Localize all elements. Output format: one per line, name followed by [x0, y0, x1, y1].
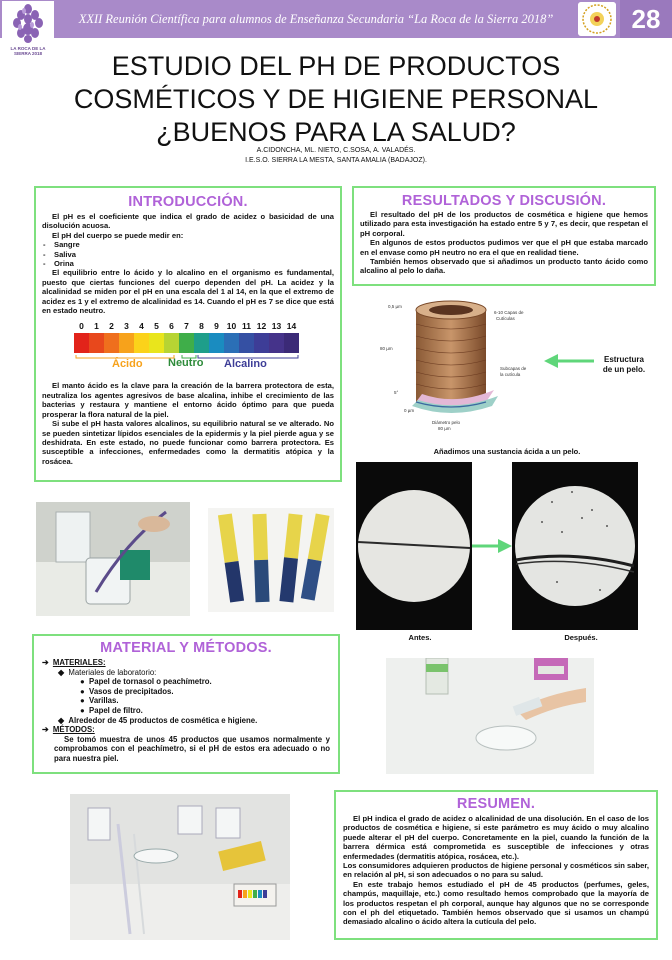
ph-color-cell — [239, 333, 254, 353]
diagram-label-right-2: Cutículas — [496, 316, 515, 321]
lab-photo-beaker — [36, 502, 190, 616]
lab-photo-petri — [386, 658, 594, 774]
summary-box — [334, 790, 658, 940]
summary-heading: RESUMEN. — [456, 796, 536, 812]
materials-content — [42, 658, 330, 764]
title-line-2: COSMÉTICOS Y DE HIGIENE PERSONAL — [73, 84, 599, 114]
diamond-bullet-icon: ◆ — [58, 667, 69, 677]
products-text: Alrededor de 45 productos de cosmética e higiene. — [68, 715, 258, 725]
summary-paragraph-2: Los consumidores adquieren productos de higiene personal y cosméticos sin saber, en relación al pH, si son adecuados o no para su salud. — [343, 861, 649, 880]
methods-text: Se tomó muestra de unos 45 productos que usamos normalmente y comprobamos con el peachímetro, si el pH de estos era adecuado o no para nuestra piel. — [54, 734, 330, 763]
diagram-label-left: 80 µm — [380, 346, 393, 351]
summary-paragraph-1: El pH indica el grado de acidez o alcalinidad de una disolución. En el caso de los productos de cosmética e higiene, si este parámetro es muy ácido o muy alcalino puede alterar el pH del cuerpo. Concretamente en la piel, cuando la función de la barrera dérmica está comprometida es susceptible de infecciones y otras enfermedades (dermatitis atópica, rosácea, etc.). — [343, 814, 649, 861]
intro-paragraph-5: Si sube el pH hasta valores alcalinos, su equilibrio natural se ve alterado. No se pueden sintetizar lípidos esenciales de la epidermis y la piel pierde agua y se deshidrata. En este estado, no puede funcionar como barrera protectora. Es susceptible a infecciones, enfermedades como la dermatitis atópica y la rosácea. — [42, 419, 334, 466]
page-number: 28 — [620, 0, 672, 38]
title-line-1: ESTUDIO DEL PH DE PRODUCTOS — [111, 51, 561, 81]
ph-color-cell — [119, 333, 134, 353]
diagram-label-right-1: 6-10 Capas de — [494, 310, 524, 315]
caption-line-2: de un pelo. — [602, 365, 646, 374]
intro-heading: INTRODUCCIÓN. — [128, 194, 248, 210]
intro-paragraph-1: El pH es el coeficiente que indica el grado de acidez o basicidad de una disolución acuosa. — [42, 212, 334, 231]
logo-caption: LA ROCA DE LA SIERRA 2018 — [10, 46, 46, 56]
ph-number-label: 4 — [139, 321, 144, 332]
ph-number-label: 0 — [79, 321, 84, 332]
diagram-label-bottom-1: Diámetro pelo — [432, 420, 461, 425]
ph-color-cell — [134, 333, 149, 353]
materials-row — [42, 658, 330, 668]
list-item: ● Varillas. — [80, 696, 119, 706]
diagram-label-top: 0,5 µm — [388, 304, 402, 309]
ph-color-cell — [269, 333, 284, 353]
lab-item-text: Papel de filtro. — [89, 705, 143, 715]
intro-paragraph-3: El equilibrio entre lo ácido y lo alcalino en el organismo es fundamental, puesto que ciertas funciones del cuerpo dependen del pH. La acidez y la alcalinidad se miden por el pH en una escala del 1 al 14, en la que el extremo de acidez es 1 y el extremo de alcalinidad es 14. Cuando el pH es 7 se dice que está en estado neutro. — [42, 268, 334, 316]
ph-neutral-label: Neutro — [168, 357, 204, 370]
diagram-label-zero: 0 µm — [404, 408, 415, 413]
caption-line-1: Estructura — [603, 355, 644, 364]
ph-number-label: 14 — [286, 321, 297, 332]
methods-row — [42, 725, 330, 735]
lab-items-list — [42, 677, 330, 715]
ph-alkaline-label: Alcalino — [224, 358, 267, 371]
diagram-label-small: 5° — [394, 390, 399, 395]
ph-color-cell — [224, 333, 239, 353]
hair-structure-caption — [594, 355, 654, 375]
microscope-caption: Añadimos una sustancia ácida a un pelo. — [433, 447, 581, 456]
hair-structure-diagram — [366, 294, 546, 434]
school: I.E.S.O. SIERRA LA MESTA, SANTA AMALIA (BADAJOZ). — [245, 157, 427, 164]
list-item: - Sangre — [42, 240, 334, 249]
ph-number-label: 12 — [256, 321, 267, 332]
summary-paragraph-3: En este trabajo hemos estudiado el pH de 45 productos (perfumes, geles, champús, maquillaje, etc.) como resultado hemos comprobado que la mayoría de los productos respetan el ph corporal, aunque hay algunos que no se corresponde con el ph del etiquetado. También hemos observado que si usamos un champú demasiado alcalino o ácido altera la cutícula del pelo. — [343, 879, 649, 927]
authors: A.CIDONCHA, ML. NIETO, C.SOSA, A. VALADÉS. — [256, 147, 416, 154]
diamond-bullet-icon: ◆ — [58, 715, 69, 725]
results-paragraph-3: También hemos observado que si añadimos un producto tanto ácido como alcalino al pelo lo daña. — [360, 257, 648, 276]
ph-acid-label: Ácido — [112, 358, 143, 371]
ph-number-label: 9 — [214, 321, 219, 332]
ph-number-label: 13 — [271, 321, 282, 332]
ph-color-cell — [164, 333, 179, 353]
ph-color-cell — [194, 333, 209, 353]
after-caption: Después. — [564, 633, 598, 642]
authors-block — [180, 146, 492, 166]
lab-materials-row — [42, 668, 330, 678]
ph-number-label: 8 — [199, 321, 204, 332]
ph-color-cell — [254, 333, 269, 353]
ph-color-cell — [89, 333, 104, 353]
ph-color-cell — [209, 333, 224, 353]
before-caption: Antes. — [408, 633, 432, 642]
methods-label: MÉTODOS: — [52, 725, 95, 735]
ph-number-label: 11 — [242, 321, 251, 332]
ph-color-cell — [149, 333, 164, 353]
ph-number-label: 5 — [154, 321, 159, 332]
intro-box — [34, 186, 342, 482]
lab-materials-photo — [70, 794, 290, 940]
list-item: - Orina — [42, 259, 334, 268]
results-paragraph-2: En algunos de estos productos pudimos ver que el pH que estaba marcado en el envase como pH neutro no era el que en realidad tiene. — [360, 238, 648, 257]
arrow-bullet-icon: ➔ — [42, 725, 53, 735]
results-text — [360, 210, 648, 276]
materials-heading: MATERIAL Y MÉTODOS. — [100, 640, 272, 656]
arrow-bullet-icon: ➔ — [42, 658, 53, 667]
materials-label: MATERIALES: — [52, 658, 106, 667]
list-item: - Saliva — [42, 250, 334, 259]
ph-number-label: 10 — [226, 321, 237, 332]
list-item: ● Papel de tornasol o peachímetro. — [80, 677, 212, 687]
conference-title: XXII Reunión Científica para alumnos de Enseñanza Secundaria “La Roca de la Sierra 2018” — [78, 12, 554, 26]
ph-scale-bar — [74, 333, 299, 353]
ph-scale-numbers — [74, 321, 299, 331]
ph-number-label: 6 — [169, 321, 174, 332]
summary-text — [343, 814, 649, 927]
microscope-before-image — [356, 462, 472, 630]
ph-number-label: 3 — [124, 321, 129, 332]
poster-title — [20, 50, 652, 149]
list-item: ● Vasos de precipitados. — [80, 686, 174, 696]
products-row — [42, 716, 330, 726]
intro-paragraph-2: El pH del cuerpo se puede medir en: — [52, 230, 184, 240]
lab-photo-strips — [208, 508, 334, 612]
materials-box — [32, 634, 340, 774]
ph-number-label: 2 — [109, 321, 114, 332]
microscope-after-image — [512, 462, 638, 630]
ph-scale — [74, 321, 299, 371]
ph-color-cell — [284, 333, 299, 353]
school-seal-logo — [578, 2, 616, 36]
lab-item-text: Vasos de precipitados. — [89, 686, 174, 696]
lab-item-text: Varillas. — [89, 696, 119, 706]
ph-color-cell — [74, 333, 89, 353]
diagram-label-mid-1: Subcapas de — [500, 366, 527, 371]
results-box — [352, 186, 656, 286]
diagram-label-mid-2: la cutícula — [500, 372, 521, 377]
title-line-3: ¿BUENOS PARA LA SALUD? — [156, 117, 516, 147]
arrow-icon — [472, 539, 512, 553]
ph-color-cell — [179, 333, 194, 353]
arrow-icon — [544, 354, 594, 368]
intro-text-2 — [42, 381, 334, 466]
results-paragraph-1: El resultado del pH de los productos de cosmética e higiene que hemos utilizado para esta investigación ha estado entre 5 y 7, es decir, que respetan el pH corporal. — [360, 210, 648, 238]
diagram-label-bottom-2: 80 µm — [438, 426, 451, 431]
lab-item-text: Papel de tornasol o peachímetro. — [89, 677, 212, 687]
intro-paragraph-4: El manto ácido es la clave para la creación de la barrera protectora de esta, neutraliza los agentes agresivos de base alcalina, inhibe el crecimiento de las bacterias y restaura y mantiene el entorno ácido óptimo para que pueda prosperar la flora natural de la piel. — [42, 381, 334, 419]
ph-number-label: 7 — [184, 321, 189, 332]
ph-number-label: 1 — [94, 321, 99, 332]
list-item: ● Papel de filtro. — [80, 705, 143, 715]
results-heading: RESULTADOS Y DISCUSIÓN. — [401, 193, 607, 209]
lab-materials-label: Materiales de laboratorio: — [68, 667, 157, 677]
ph-color-cell — [104, 333, 119, 353]
body-fluid-list — [42, 240, 334, 268]
intro-text — [42, 212, 334, 315]
